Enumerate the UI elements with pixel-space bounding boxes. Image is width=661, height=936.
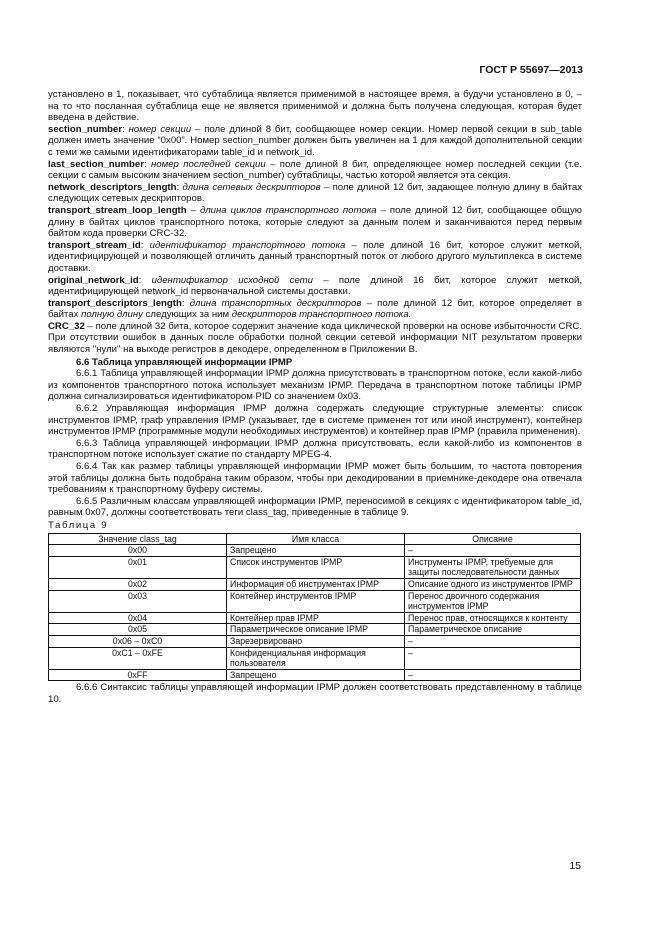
table-cell: – [405, 669, 581, 681]
table-9 [48, 533, 581, 682]
table-cell: – [405, 647, 581, 669]
table-row [49, 545, 581, 557]
definition-original-network-id [48, 275, 582, 298]
term-separator: : [176, 181, 183, 193]
table-cell: Запрещено [227, 669, 405, 681]
table-cell: Описание одного из инструментов IPMP [405, 578, 581, 590]
table-cell: – [405, 545, 581, 557]
section-title-6-6: 6.6 Таблица управляющей информации IPMP [76, 356, 293, 368]
table-cell: Информация об инструментах IPMP [227, 578, 405, 590]
term-name: номер секции [128, 123, 192, 135]
table-cell: 0xFF [49, 669, 227, 681]
term-separator: : [138, 274, 152, 286]
definition-crc-32 [48, 321, 582, 356]
table-cell: Контейнер инструментов IPMP [227, 590, 405, 612]
term-desc: – поле длиной 16 бит, которое служит меткой, идентифицирующей и позволяющей отличить данный транспортный поток от любого другого мультиплекса в системе доставки. [48, 239, 582, 274]
term: transport_stream_id [48, 239, 141, 251]
definition-network-descriptors-length [48, 182, 582, 205]
term-separator: : [122, 123, 129, 135]
term-separator: : [140, 239, 150, 251]
term: last_section_number [48, 158, 144, 170]
term: transport_descriptors_length [48, 297, 182, 309]
definition-transport-descriptors-length [48, 298, 582, 321]
table-row [49, 669, 581, 681]
table-cell: Контейнер прав IPMP [227, 612, 405, 624]
table-cell: 0xC1 – 0xFE [49, 647, 227, 669]
paragraph-6-6-5: 6.6.5 Различным классам управляющей информации IPMP, переносимой в секциях с идентификатором table_id, равным 0x07, должны соответствовать теги class_tag, приведенные в таблице 9. [48, 495, 582, 519]
table-cell: 0x04 [49, 612, 227, 624]
term-name: идентификатор исходной сети [151, 274, 314, 286]
term-name: длина циклов транспортного потока [199, 204, 377, 216]
page-number: 15 [569, 860, 581, 872]
table-cell: Запрещено [227, 545, 405, 557]
table-cell: Параметрическое описание [405, 624, 581, 636]
term: network_descriptors_length [48, 181, 177, 193]
table-header-row [49, 533, 581, 545]
table-cell: 0x00 [49, 545, 227, 557]
table-cell: Параметрическое описание IPMP [227, 624, 405, 636]
table-cell: 0x01 [49, 556, 227, 578]
paragraph-6-6-3: 6.6.3 Таблица управляющей информации IPMP должна присутствовать, если какой-либо из компонентов в транспортном потоке использует сжатие по стандарту MPEG-4. [48, 437, 582, 461]
term-name: длина транспортных дескрипторов [189, 297, 362, 309]
term-name-3: дескрипторов транспортного потока. [231, 309, 412, 321]
paragraph-6-6-1: 6.6.1 Таблица управляющей информации IPMP должна присутствовать в транспортном потоке, если какой-либо из компонентов транспортного потока использует механизм IPMP. Передача в транспортном потоке таблицы IPMP должна сигнализироваться идентификатором PID со значением 0x03. [48, 368, 582, 403]
term-desc: – поле длиной 12 бит, задающее полную длину в байтах следующих сетевых дескрипторов. [48, 181, 582, 205]
table-cell: 0x05 [49, 624, 227, 636]
term-name: номер последней секции [151, 158, 266, 170]
paragraph-intro: установлено в 1, показывает, что субтаблица является применимой в настоящее время, а будучи установлено в 0, – на то что посланная субтаблица еще не является применимой и должна быть получена следующая, которая будет введена в действие. [48, 89, 582, 124]
table-row [49, 635, 581, 647]
table-cell: 0x02 [49, 578, 227, 590]
table-cell: – [405, 635, 581, 647]
term-separator: – [186, 204, 200, 216]
column-header: Описание [405, 533, 581, 545]
term-name-2: полную длину [81, 309, 143, 321]
table-row [49, 647, 581, 669]
term-desc: – поле длиной 12 бит, сообщающее общую длину в байтах циклов транспортного потока, которые следуют за данным полем и заканчиваются перед первым байтом кода проверки CRC-32. [48, 204, 583, 240]
term-desc: – поле длиной 8 бит, сообщающее номер секции. Номер первой секции в sub_table должен иметь значение “0x00”. Номер section_number должен быть увеличен на 1 для каждой дополнительной секции с теми же самыми идентификаторами table_id и network_id. [48, 123, 582, 158]
table-cell: Перенос двоичного содержания инструментов IPMP [405, 590, 581, 612]
document-header: ГОСТ Р 55697—2013 [479, 64, 583, 76]
paragraph-6-6-2: 6.6.2 Управляющая информация IPMP должна содержать следующие структурные элементы: список инструментов IPMP, граф управления IPMP (указывает, где в системе применен тот или иной инструмент), контейнер инструментов IPMP (программные модули необходимых инструментов) и контейнер прав IPMP (правила применения). [48, 403, 582, 438]
term-desc: – поле длиной 16 бит, которое служит меткой, идентифицирующей network_id первоначальной системы доставки. [48, 274, 582, 298]
table-cell: Перенос прав, относящихся к контенту [405, 612, 581, 624]
term-name: длина сетевых дескрипторов [182, 181, 321, 193]
term-desc-2: следующих за ним [142, 309, 232, 321]
term: transport_stream_loop_length [48, 204, 187, 216]
table-cell: Конфиденциальная информация пользователя [227, 647, 405, 669]
definition-section-number [48, 124, 582, 159]
table-row [49, 578, 581, 590]
table-row [49, 556, 581, 578]
column-header: Значение class_tag [49, 533, 227, 545]
document-body [48, 89, 582, 705]
term-name: идентификатор транспортного потока [149, 239, 346, 251]
table-cell: Инструменты IPMP, требуемые для защиты последовательности данных [405, 556, 581, 578]
table-caption: Таблица 9 [48, 519, 109, 531]
term-desc: – поле длиной 32 бита, которое содержит значение кода циклической проверки на основе избыточности CRC. При отсутствии ошибок в данных после обработки полной секции сетевой информации NIT результатом проверки являются "нули" на выходе регистров в декодере, определенном в Приложении В. [48, 320, 582, 356]
paragraph-6-6-4: 6.6.4 Так как размер таблицы управляющей информации IPMP может быть большим, то частота повторения этой таблицы должна быть подобрана таким образом, чтобы при декодировании в приемнике-декодере она отвечала требованиям к транспортному буферу системы. [48, 461, 582, 496]
term: original_network_id [48, 274, 139, 286]
table-cell: 0x03 [49, 590, 227, 612]
definition-transport-stream-id [48, 240, 582, 275]
definition-last-section-number [48, 159, 582, 182]
paragraph-6-6-6: 6.6.6 Синтаксис таблицы управляющей информации IPMP должен соответствовать представленному в таблице 10. [48, 682, 582, 705]
column-header: Имя класса [227, 533, 405, 545]
term: CRC_32 [48, 320, 85, 332]
table-row [49, 612, 581, 624]
term-desc: – поле длиной 12 бит, которое определяет в байтах [48, 297, 582, 321]
table-cell: Список инструментов IPMP [227, 556, 405, 578]
term-desc: – поле длиной 8 бит, определяющее номер последней секции (т.е. секции с самым высоким значением section_number) субтаблицы, частью которой является эта секция. [48, 158, 582, 182]
table-cell: 0x06 – 0xC0 [49, 635, 227, 647]
table-row [49, 590, 581, 612]
table-cell: Зарезервировано [227, 635, 405, 647]
table-row [49, 624, 581, 636]
term-separator: : [143, 158, 152, 170]
term-separator: : [181, 297, 190, 309]
term: section_number [48, 123, 123, 135]
definition-transport-stream-loop-length [48, 205, 582, 240]
